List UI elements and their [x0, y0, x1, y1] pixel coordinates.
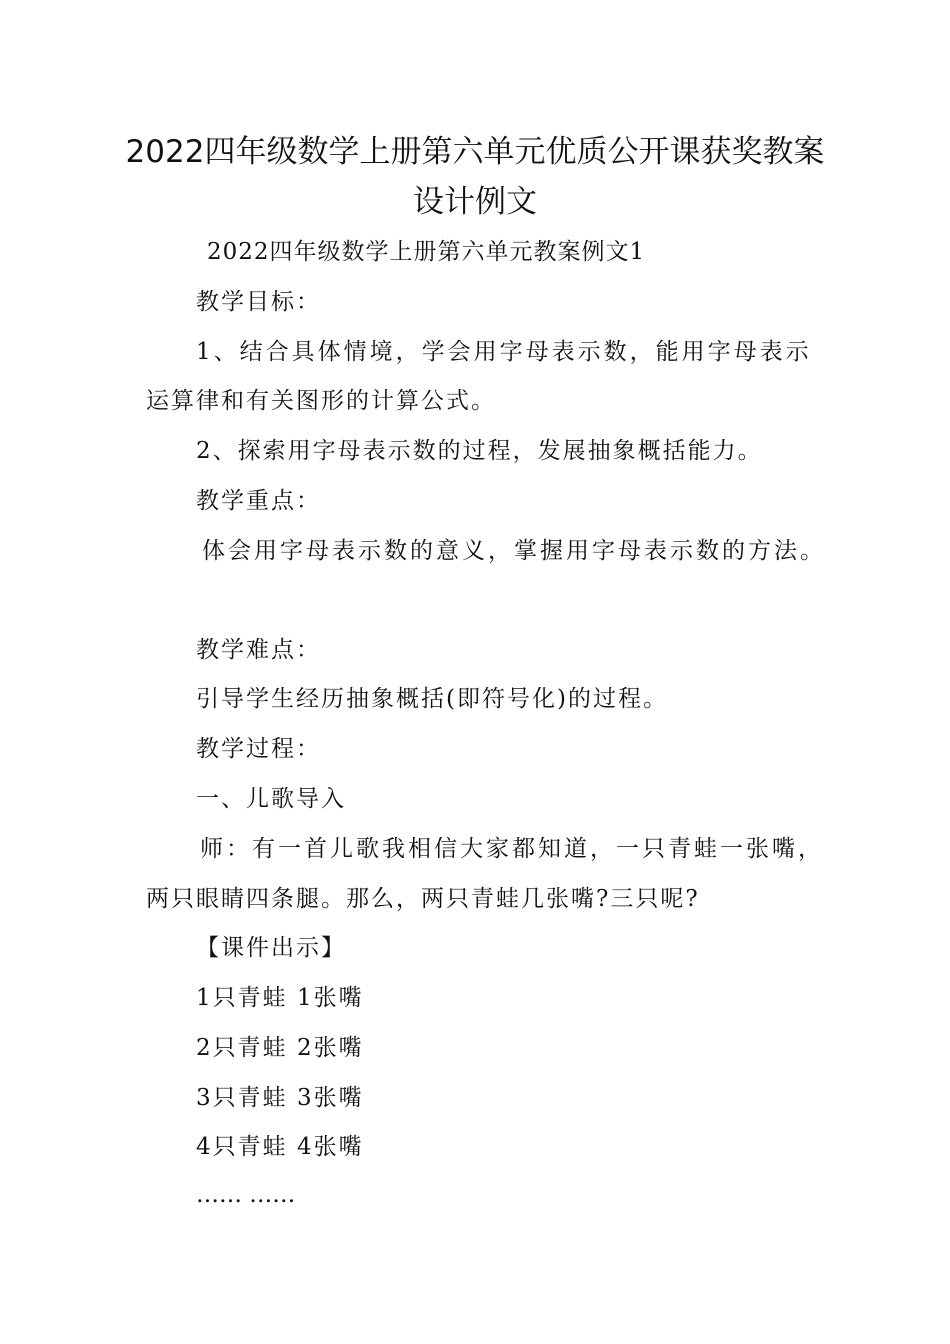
courseware-label: 【课件出示】 — [196, 935, 346, 961]
section-heading-1: 一、儿歌导入 — [196, 786, 346, 812]
frog-line: 3只青蛙 3张嘴 — [196, 1085, 364, 1111]
frog-line: 4只青蛙 4张嘴 — [196, 1134, 364, 1160]
key-points-text: 体会用字母表示数的意义，掌握用字母表示数的方法。 — [202, 538, 826, 564]
teacher-line-1: 师：有一首儿歌我相信大家都知道，一只青蛙一张嘴， — [200, 836, 824, 862]
document-title-line-2: 设计例文 — [413, 184, 537, 220]
objective-1-line-2: 运算律和有关图形的计算公式。 — [146, 388, 496, 414]
document-subtitle: 2022四年级数学上册第六单元教案例文1 — [207, 239, 646, 265]
difficulty-text: 引导学生经历抽象概括(即符号化)的过程。 — [196, 686, 668, 712]
objective-1-line-1: 1、结合具体情境，学会用字母表示数，能用字母表示 — [196, 339, 812, 365]
teacher-line-2: 两只眼睛四条腿。那么，两只青蛙几张嘴?三只呢? — [146, 886, 700, 912]
objectives-heading: 教学目标： — [196, 289, 321, 315]
frog-line-ellipsis: …… …… — [196, 1182, 296, 1208]
objective-2: 2、探索用字母表示数的过程，发展抽象概括能力。 — [196, 438, 763, 464]
frog-line: 2只青蛙 2张嘴 — [196, 1035, 364, 1061]
difficulty-heading: 教学难点： — [196, 637, 321, 663]
key-points-heading: 教学重点： — [196, 488, 321, 514]
process-heading: 教学过程： — [196, 736, 321, 762]
frog-line: 1只青蛙 1张嘴 — [196, 985, 364, 1011]
document-title-line-1: 2022四年级数学上册第六单元优质公开课获奖教案 — [125, 134, 825, 170]
